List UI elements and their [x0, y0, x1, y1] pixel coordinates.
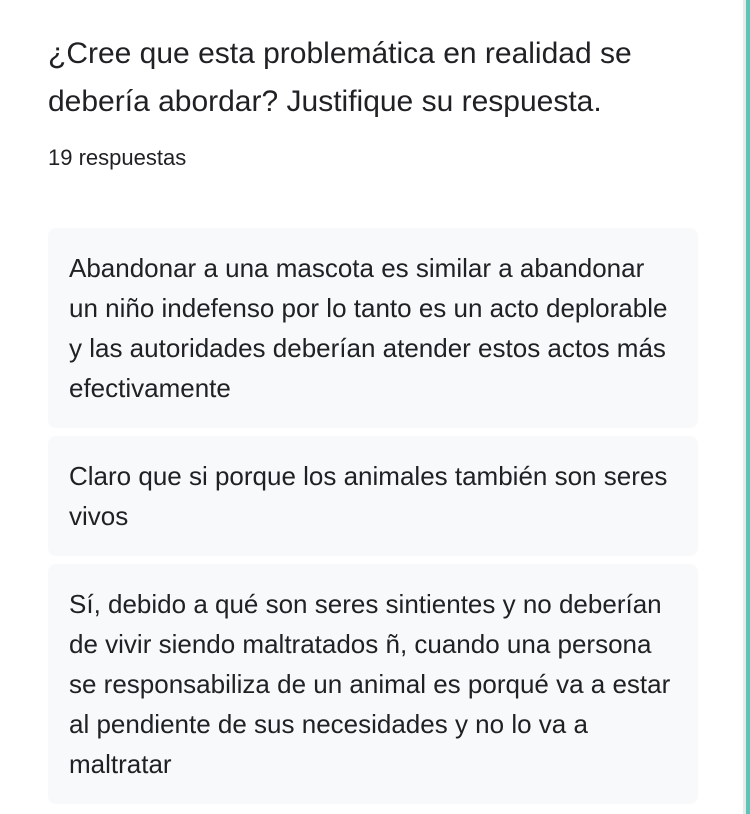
response-card: Claro que si porque los animales también son seres vivos — [48, 436, 698, 556]
window-edge-accent — [746, 0, 750, 814]
response-card: Abandonar a una mascota es similar a abandonar un niño indefenso por lo tanto es un acto deplorable y las autoridades deberían atender estos actos más efectivamente — [48, 228, 698, 428]
response-count: 19 respuestas — [48, 145, 187, 170]
question-title: ¿Cree que esta problemática en realidad se debería abordar? Justifique su respuesta. — [48, 37, 632, 118]
response-card: Sí, debido a qué son seres sintientes y no deberían de vivir siendo maltratados ñ, cuando una persona se responsabiliza de un animal es porqué va a estar al pendiente de sus necesidades y no lo va a maltratar — [48, 564, 698, 804]
